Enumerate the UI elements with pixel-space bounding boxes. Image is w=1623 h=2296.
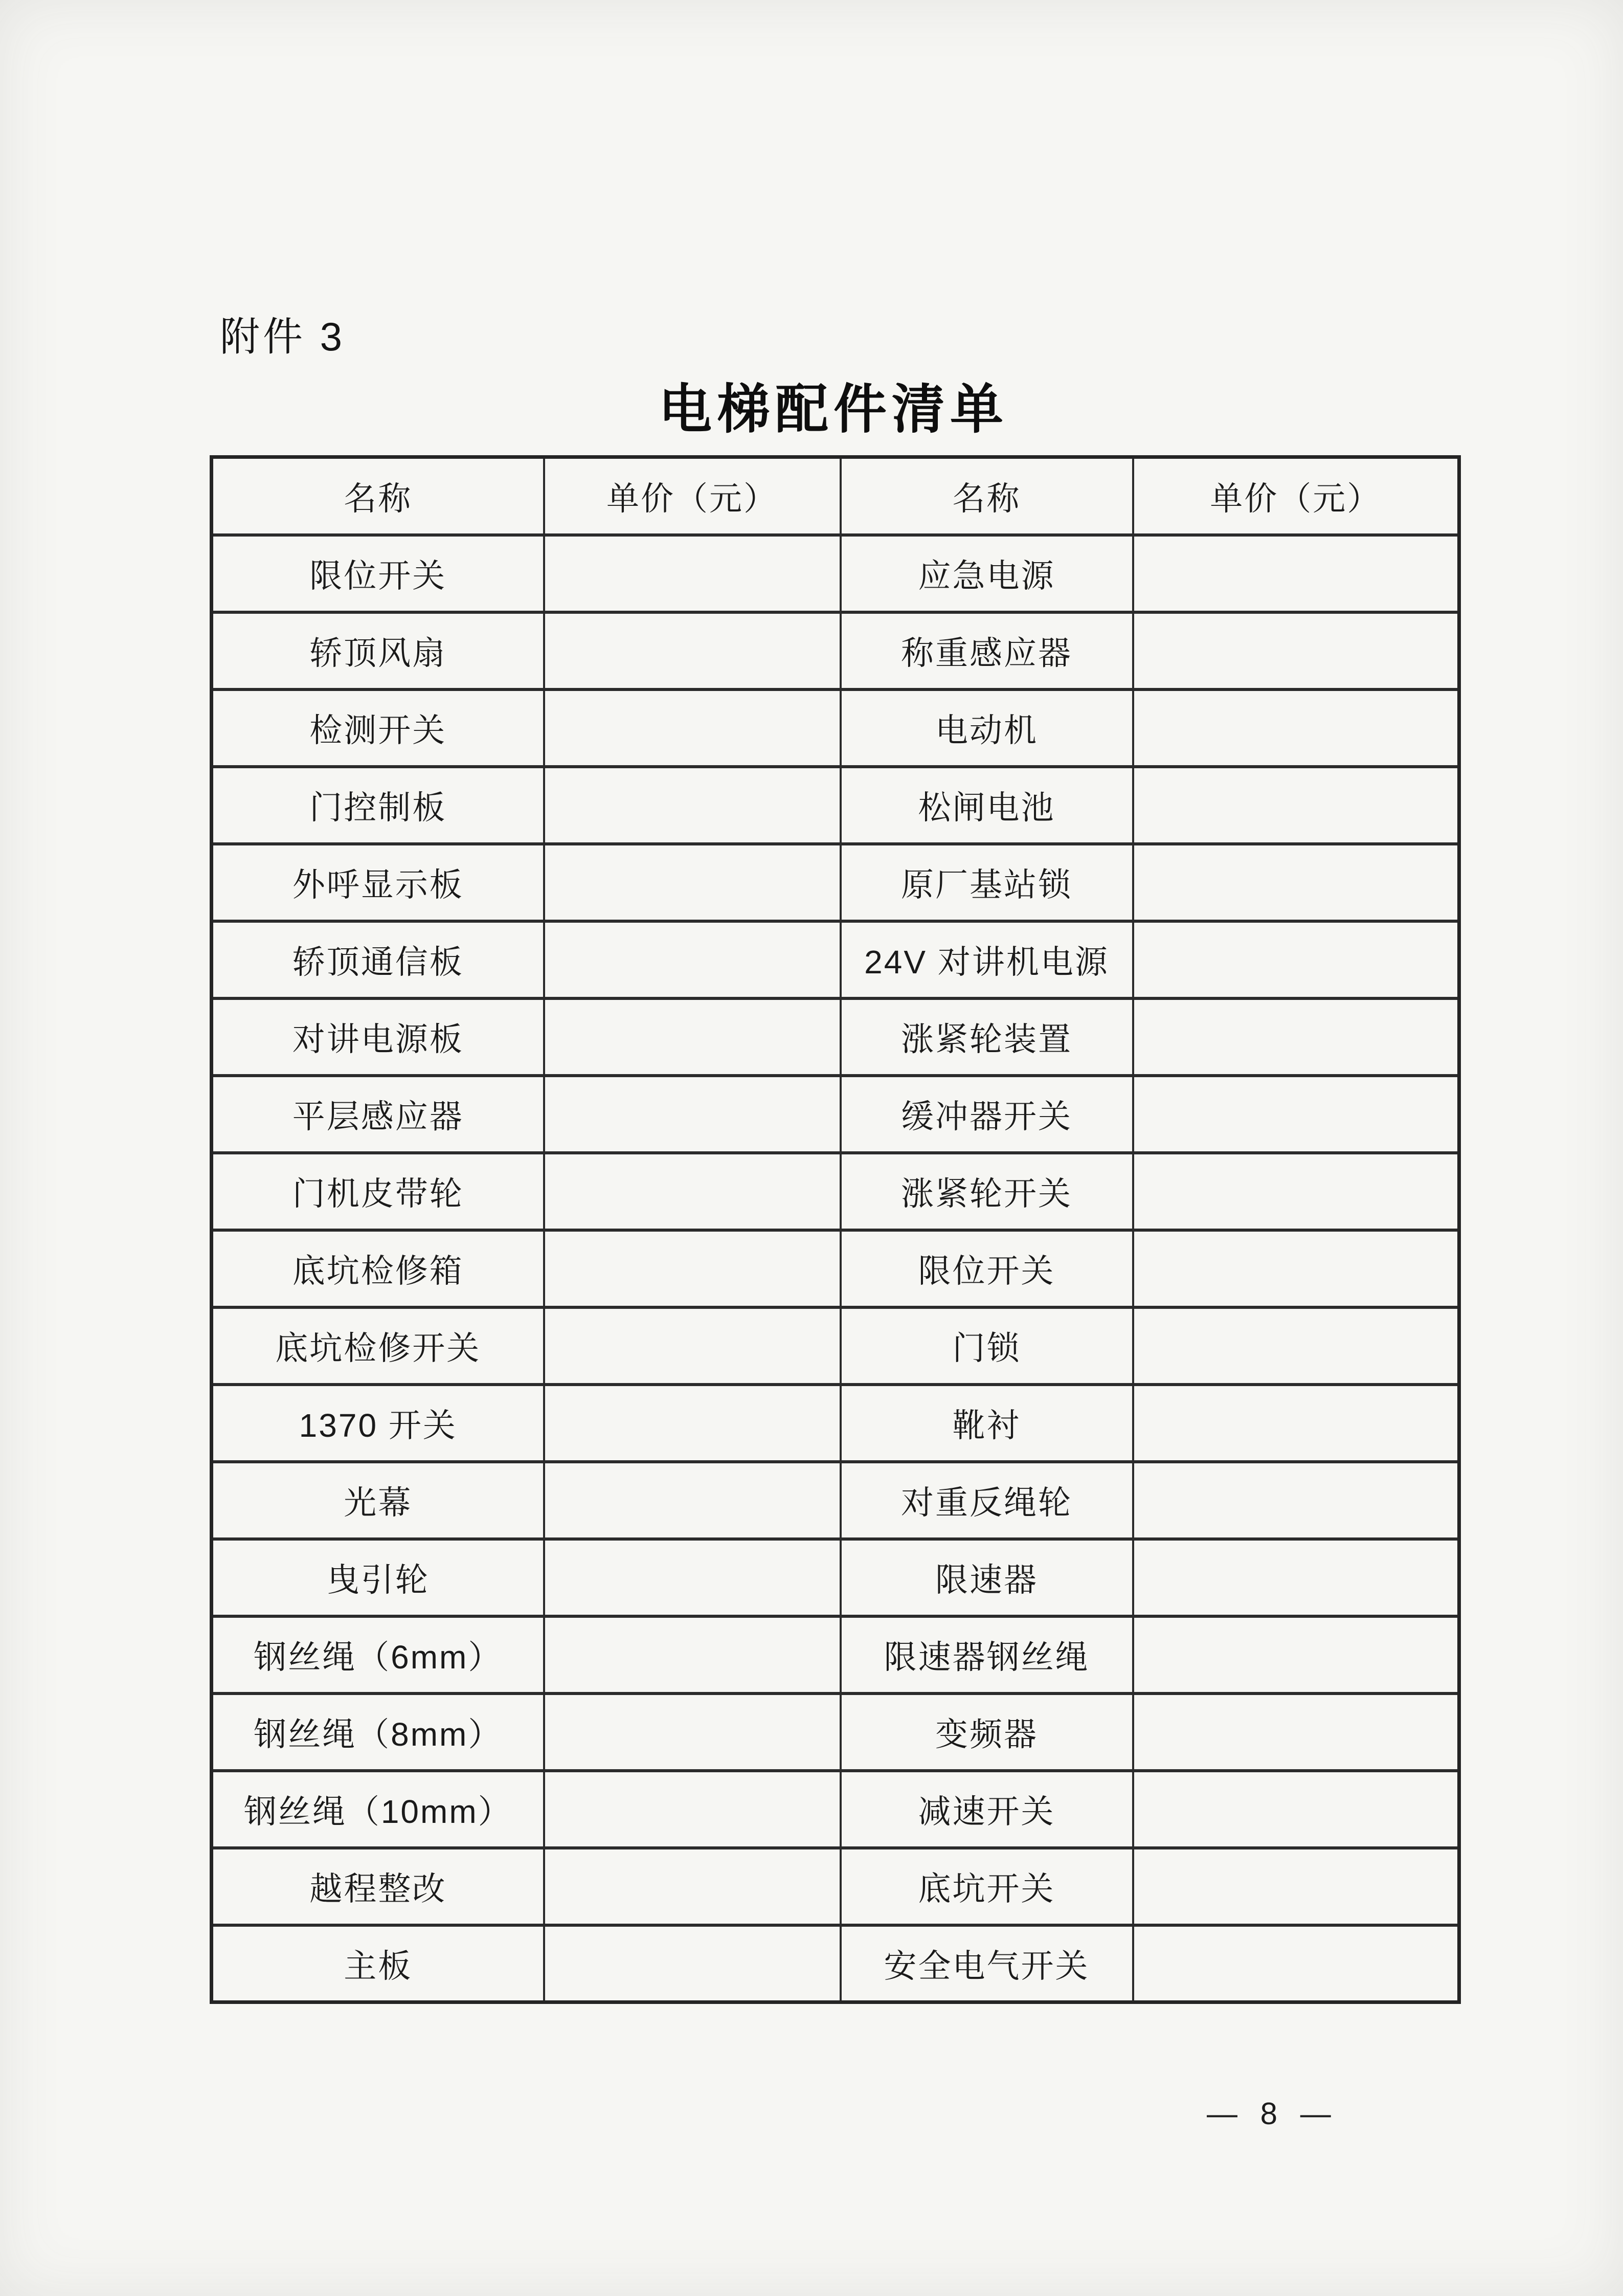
unit-price-cell	[544, 1616, 841, 1693]
unit-price-cell	[1133, 1771, 1459, 1848]
column-header-name-right: 名称	[841, 457, 1133, 535]
part-name-cell: 曳引轮	[212, 1539, 544, 1616]
unit-price-cell	[1133, 1616, 1459, 1693]
table-row	[212, 1771, 1459, 1848]
unit-price-cell	[1133, 767, 1459, 844]
part-name-cell: 对重反绳轮	[841, 1462, 1133, 1539]
table-row	[212, 689, 1459, 767]
part-name-cell: 光幕	[212, 1462, 544, 1539]
part-name-cell: 靴衬	[841, 1385, 1133, 1462]
unit-price-cell	[1133, 1153, 1459, 1230]
unit-price-cell	[544, 1153, 841, 1230]
unit-price-cell	[544, 612, 841, 689]
unit-price-cell	[1133, 689, 1459, 767]
unit-price-cell	[1133, 1925, 1459, 2002]
unit-price-cell	[544, 535, 841, 612]
unit-price-cell	[1133, 1230, 1459, 1307]
unit-price-cell	[544, 1771, 841, 1848]
table-row	[212, 1153, 1459, 1230]
part-name-cell: 称重感应器	[841, 612, 1133, 689]
part-name-cell: 门机皮带轮	[212, 1153, 544, 1230]
table-row	[212, 1616, 1459, 1693]
table-row	[212, 1848, 1459, 1925]
column-header-price-left: 单价（元）	[544, 457, 841, 535]
part-name-cell: 对讲电源板	[212, 998, 544, 1076]
part-name-cell: 钢丝绳（10mm）	[212, 1771, 544, 1848]
unit-price-cell	[1133, 1385, 1459, 1462]
part-name-cell: 限速器钢丝绳	[841, 1616, 1133, 1693]
part-name-cell: 越程整改	[212, 1848, 544, 1925]
part-name-cell: 轿顶通信板	[212, 921, 544, 998]
table-row	[212, 1925, 1459, 2002]
table-row	[212, 1307, 1459, 1385]
unit-price-cell	[544, 767, 841, 844]
unit-price-cell	[544, 921, 841, 998]
part-name-cell: 限速器	[841, 1539, 1133, 1616]
unit-price-cell	[1133, 921, 1459, 998]
page-title: 电梯配件清单	[658, 381, 1008, 439]
part-name-cell: 门锁	[841, 1307, 1133, 1385]
part-name-cell: 主板	[212, 1925, 544, 2002]
unit-price-cell	[544, 1925, 841, 2002]
column-header-name-left: 名称	[212, 457, 544, 535]
unit-price-cell	[1133, 1307, 1459, 1385]
table-row	[212, 1230, 1459, 1307]
table-row	[212, 998, 1459, 1076]
unit-price-cell	[544, 1462, 841, 1539]
part-name-cell: 1370 开关	[212, 1385, 544, 1462]
unit-price-cell	[544, 689, 841, 767]
attachment-label: 附件 3	[220, 314, 346, 359]
part-name-cell: 限位开关	[212, 535, 544, 612]
unit-price-cell	[544, 1385, 841, 1462]
table-row	[212, 612, 1459, 689]
unit-price-cell	[544, 998, 841, 1076]
part-name-cell: 外呼显示板	[212, 844, 544, 921]
table-row	[212, 767, 1459, 844]
part-name-cell: 安全电气开关	[841, 1925, 1133, 2002]
part-name-cell: 钢丝绳（8mm）	[212, 1693, 544, 1771]
part-name-cell: 门控制板	[212, 767, 544, 844]
part-name-cell: 减速开关	[841, 1771, 1133, 1848]
unit-price-cell	[544, 1230, 841, 1307]
part-name-cell: 24V 对讲机电源	[841, 921, 1133, 998]
table-row	[212, 1693, 1459, 1771]
part-name-cell: 变频器	[841, 1693, 1133, 1771]
part-name-cell: 钢丝绳（6mm）	[212, 1616, 544, 1693]
part-name-cell: 涨紧轮开关	[841, 1153, 1133, 1230]
unit-price-cell	[1133, 1848, 1459, 1925]
part-name-cell: 限位开关	[841, 1230, 1133, 1307]
part-name-cell: 轿顶风扇	[212, 612, 544, 689]
unit-price-cell	[544, 1848, 841, 1925]
unit-price-cell	[544, 844, 841, 921]
table-row	[212, 1539, 1459, 1616]
part-name-cell: 底坑检修箱	[212, 1230, 544, 1307]
unit-price-cell	[1133, 998, 1459, 1076]
table-header-row	[212, 457, 1459, 535]
part-name-cell: 原厂基站锁	[841, 844, 1133, 921]
part-name-cell: 底坑开关	[841, 1848, 1133, 1925]
part-name-cell: 底坑检修开关	[212, 1307, 544, 1385]
unit-price-cell	[544, 1307, 841, 1385]
unit-price-cell	[1133, 1693, 1459, 1771]
unit-price-cell	[544, 1539, 841, 1616]
part-name-cell: 缓冲器开关	[841, 1076, 1133, 1153]
unit-price-cell	[1133, 612, 1459, 689]
table-row	[212, 1385, 1459, 1462]
unit-price-cell	[1133, 844, 1459, 921]
unit-price-cell	[544, 1693, 841, 1771]
parts-table	[210, 455, 1461, 2004]
unit-price-cell	[1133, 1539, 1459, 1616]
column-header-price-right: 单价（元）	[1133, 457, 1459, 535]
part-name-cell: 检测开关	[212, 689, 544, 767]
part-name-cell: 电动机	[841, 689, 1133, 767]
unit-price-cell	[544, 1076, 841, 1153]
page-number: — 8 —	[1207, 2097, 1338, 2131]
part-name-cell: 平层感应器	[212, 1076, 544, 1153]
unit-price-cell	[1133, 1076, 1459, 1153]
unit-price-cell	[1133, 1462, 1459, 1539]
part-name-cell: 涨紧轮装置	[841, 998, 1133, 1076]
table-row	[212, 921, 1459, 998]
table-row	[212, 1462, 1459, 1539]
table-row	[212, 535, 1459, 612]
part-name-cell: 松闸电池	[841, 767, 1133, 844]
table-row	[212, 844, 1459, 921]
part-name-cell: 应急电源	[841, 535, 1133, 612]
table-row	[212, 1076, 1459, 1153]
unit-price-cell	[1133, 535, 1459, 612]
